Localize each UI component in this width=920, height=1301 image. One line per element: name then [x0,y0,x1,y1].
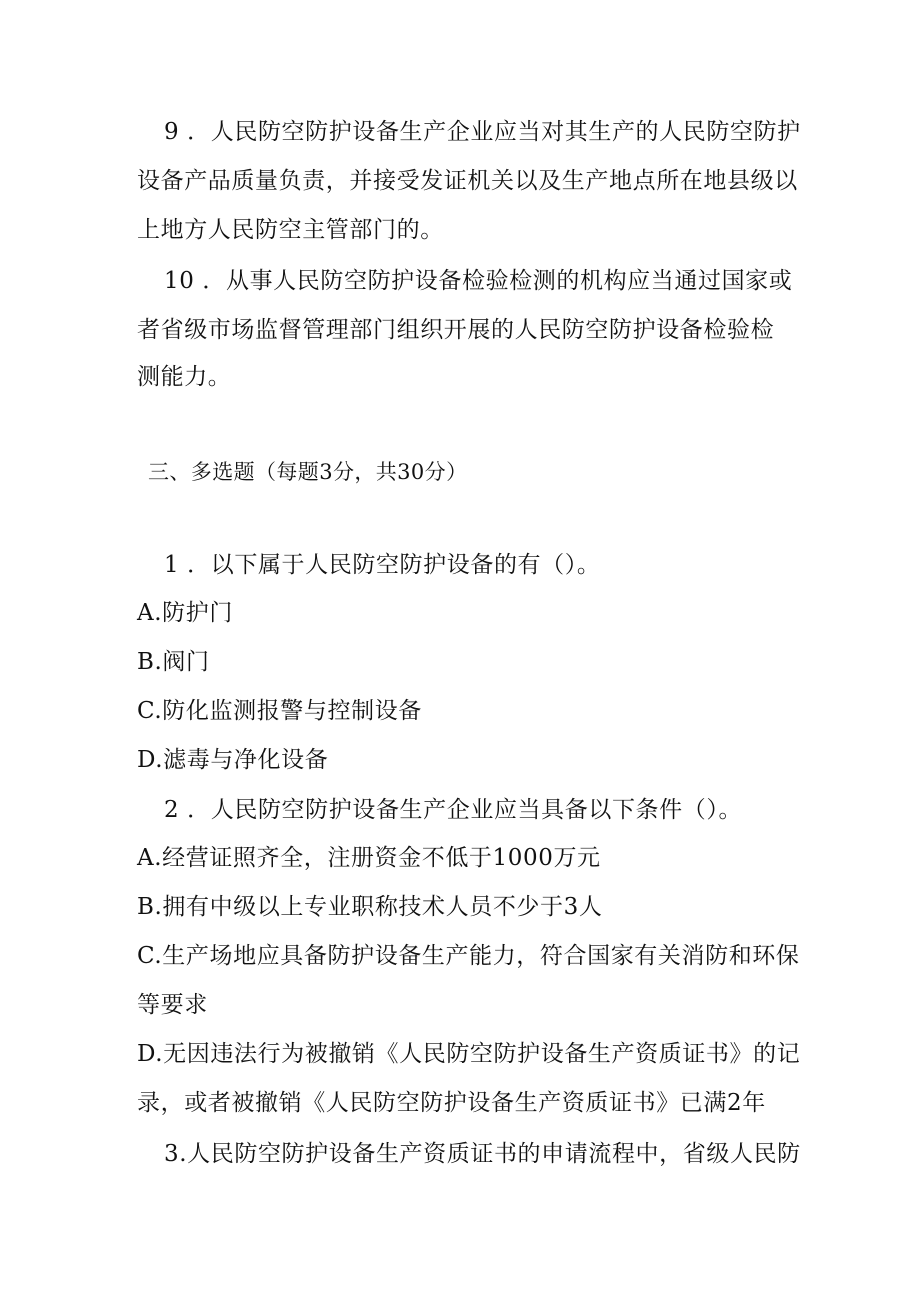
q10-line-2: 者省级市场监督管理部门组织开展的人民防空防护设备检验检 [137,317,775,343]
mc1-option-c: C.防化监测报警与控制设备 [137,698,422,724]
mc2-option-a: A.经营证照齐全，注册资金不低于1000万元 [137,845,601,871]
mc1-option-d: D.滤毒与净化设备 [137,747,329,773]
q9-line-1: 9 ．人民防空防护设备生产企业应当对其生产的人民防空防护 [164,119,801,145]
q9-line-2: 设备产品质量负责，并接受发证机关以及生产地点所在地县级以 [137,168,798,194]
mc2-question: 2 ．人民防空防护设备生产企业应当具备以下条件（）。 [164,797,743,823]
section-title: 三、多选题（每题3分，共30分） [148,460,468,484]
mc2-option-d-line-2: 录，或者被撤销《人民防空防护设备生产资质证书》已满2年 [137,1090,766,1116]
mc2-option-b: B.拥有中级以上专业职称技术人员不少于3人 [137,894,603,920]
mc1-question: 1 ．以下属于人民防空防护设备的有（）。 [164,552,601,578]
q10-line-1: 10 ．从事人民防空防护设备检验检测的机构应当通过国家或 [164,268,793,294]
mc2-option-d-line-1: D.无因违法行为被撤销《人民防空防护设备生产资质证书》的记 [137,1041,801,1067]
mc1-option-a: A.防护门 [137,600,233,626]
q10-line-3: 测能力。 [137,364,232,390]
q9-line-3: 上地方人民防空主管部门的。 [137,217,444,243]
mc2-option-c-line-2: 等要求 [137,992,208,1018]
mc1-option-b: B.阀门 [137,649,210,675]
mc3-question: 3.人民防空防护设备生产资质证书的申请流程中，省级人民防 [164,1141,801,1167]
mc2-option-c-line-1: C.生产场地应具备防护设备生产能力，符合国家有关消防和环保 [137,943,800,969]
